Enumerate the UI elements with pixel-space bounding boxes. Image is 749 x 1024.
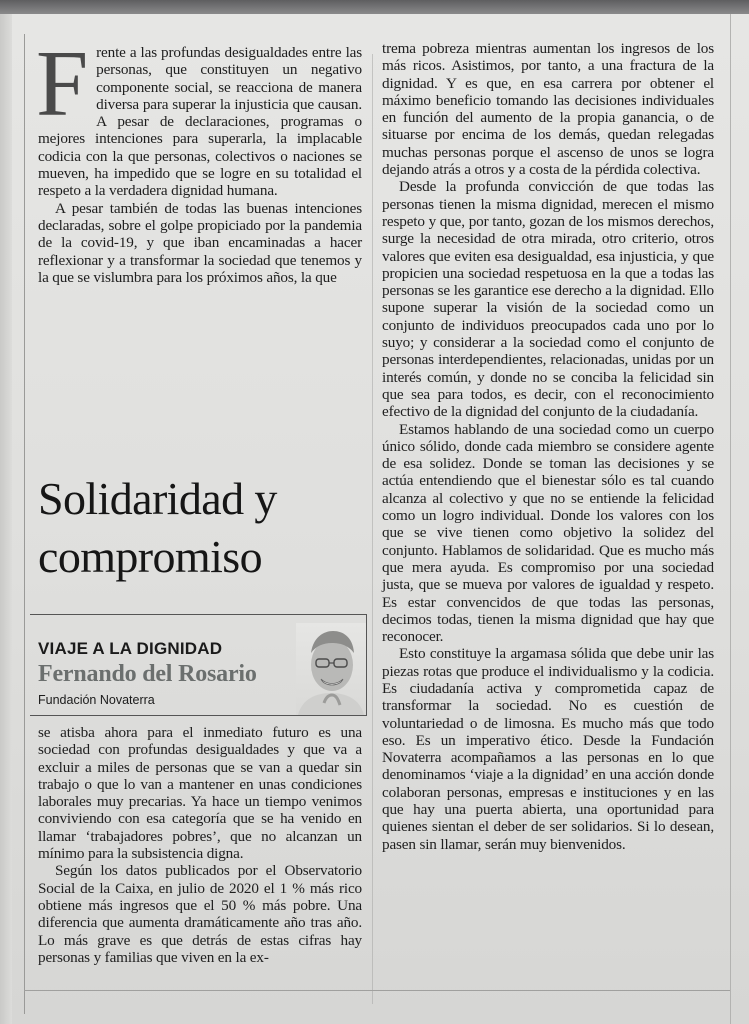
article-column-2 bbox=[382, 40, 714, 853]
article-column-1-top bbox=[36, 32, 362, 286]
column-gutter bbox=[372, 54, 373, 1004]
paragraph: Estamos hablando de una sociedad como un cuerpo único sólido, donde cada miembro se considere agente de esa solidez. Donde se toman las decisiones y se actúa entendiendo que el bienestar sólo es tal cuando alcanza al colectivo y que no se entiende la felicidad como un logro individual. Donde los valores con los que se vive tienen como objetivo la solidez del conjunto. Hablamos de solidaridad. Que es mucho más que mera ayuda. Es compromiso por una sociedad justa, que se mueva por valores de igualdad y respeto. Es estar convencidos de que todas las personas, decimos todas, tienen la misma dignidad que hay que reconocer. bbox=[382, 420, 714, 646]
column-rule-right bbox=[730, 14, 731, 1024]
paragraph: Según los datos publicados por el Observatorio Social de la Caixa, en julio de 2020 el 1 % más rico obtiene más ingresos que el 50 % más pobre. Una diferencia que aumenta dramáticamente año tras año. Lo más grave es que detrás de estas cifras hay personas y familias que viven en la ex- bbox=[38, 862, 362, 966]
paragraph: se atisba ahora para el inmediato futuro es una sociedad con profundas desigualdades y que va a excluir a miles de personas que se van a quedar sin trabajo o que lo van a mantener en unas condiciones laborales muy precarias. Ya hace un tiempo venimos conviviendo con esa categoría que se ha venido en llamar ‘trabajadores pobres’, que no alcanzan un mínimo para la subsistencia digna. bbox=[38, 724, 362, 863]
column-rule-left bbox=[24, 34, 25, 1014]
drop-cap: F bbox=[36, 32, 89, 136]
adjacent-page-edge bbox=[0, 14, 12, 1024]
author-portrait-photo bbox=[296, 623, 366, 715]
paragraph: trema pobreza mientras aumentan los ingresos de los más ricos. Asistimos, por tanto, a una fractura de la dignidad. Y es que, en esa carrera por obtener el máximo beneficio tomando las decisiones individuales en función del aumento de la propia ganancia, o de situarse por encima de los demás, quedan relegadas muchas personas porque el ascenso de unos se logra dejando atrás a otros y a costa de la pérdida colectiva. bbox=[382, 40, 714, 179]
paragraph: Esto constituye la argamasa sólida que debe unir las piezas rotas que produce el individualismo y la codicia. Es ciudadanía activa y comprometida capaz de transformar la sociedad. No es cuestión de voluntariedad o de limosna. Es mucho más que todo eso. Es un imperativo ético. Desde la Fundación Novaterra acompañamos a las personas en lo que denominamos ‘viaje a la dignidad’ en una acción donde colaboran personas, empresas e instituciones y en las que hay una puerta abierta, una oportunidad para quienes sientan el deber de ser solidarios. Si lo desean, pasen sin llamar, serán muy bienvenidos. bbox=[382, 645, 714, 853]
byline-box bbox=[30, 614, 367, 716]
paragraph: rente a las profundas desigualdades entre las personas, que constituyen un negativo componente social, se reacciona de manera diversa para superar la injusticia que causan. A pesar de declaraciones, programas o mejores intenciones para superarla, la implacable codicia con la que personas, colectivos o naciones se mueven, ha impedido que se logre en su totalidad el respeto a la verdadera dignidad humana. bbox=[38, 44, 362, 200]
paragraph: A pesar también de todas las buenas intenciones declaradas, sobre el golpe propiciado por la pandemia de la covid-19, y que iban encaminadas a hacer reflexionar y a transformar la sociedad que tenemos y la que se vislumbra para los próximos años, la que bbox=[38, 199, 362, 286]
bottom-rule bbox=[24, 990, 730, 991]
section-label: VIAJE A LA DIGNIDAD bbox=[38, 639, 223, 658]
author-name: Fernando del Rosario bbox=[38, 661, 257, 687]
paragraph: Desde la profunda convicción de que todas las personas tienen la misma dignidad, merecen el mismo respeto y que, por tanto, gozan de los mismos derechos, surge la necesidad de otra mirada, otro criterio, otros valores que eviten esa desigualdad, esa injusticia, y que propicien una sociedad respetuosa en la que a todas las personas se les garantice ese derecho a la dignidad. Ello supone superar la visión de la sociedad como un conjunto de individuos preocupados cada uno por lo suyo; y considerar a la sociedad como el conjunto de personas interdependientes, relacionadas, unidas por un interés común, y donde no se conciba la felicidad sin que sea para todos, es decir, con el reconocimiento efectivo de la dignidad del conjunto de la ciudadanía. bbox=[382, 178, 714, 421]
headline: Solidaridad y compromiso bbox=[38, 473, 277, 582]
article-column-1-bottom bbox=[38, 724, 362, 966]
author-organization: Fundación Novaterra bbox=[38, 693, 155, 707]
photo-background-edge bbox=[0, 0, 749, 14]
